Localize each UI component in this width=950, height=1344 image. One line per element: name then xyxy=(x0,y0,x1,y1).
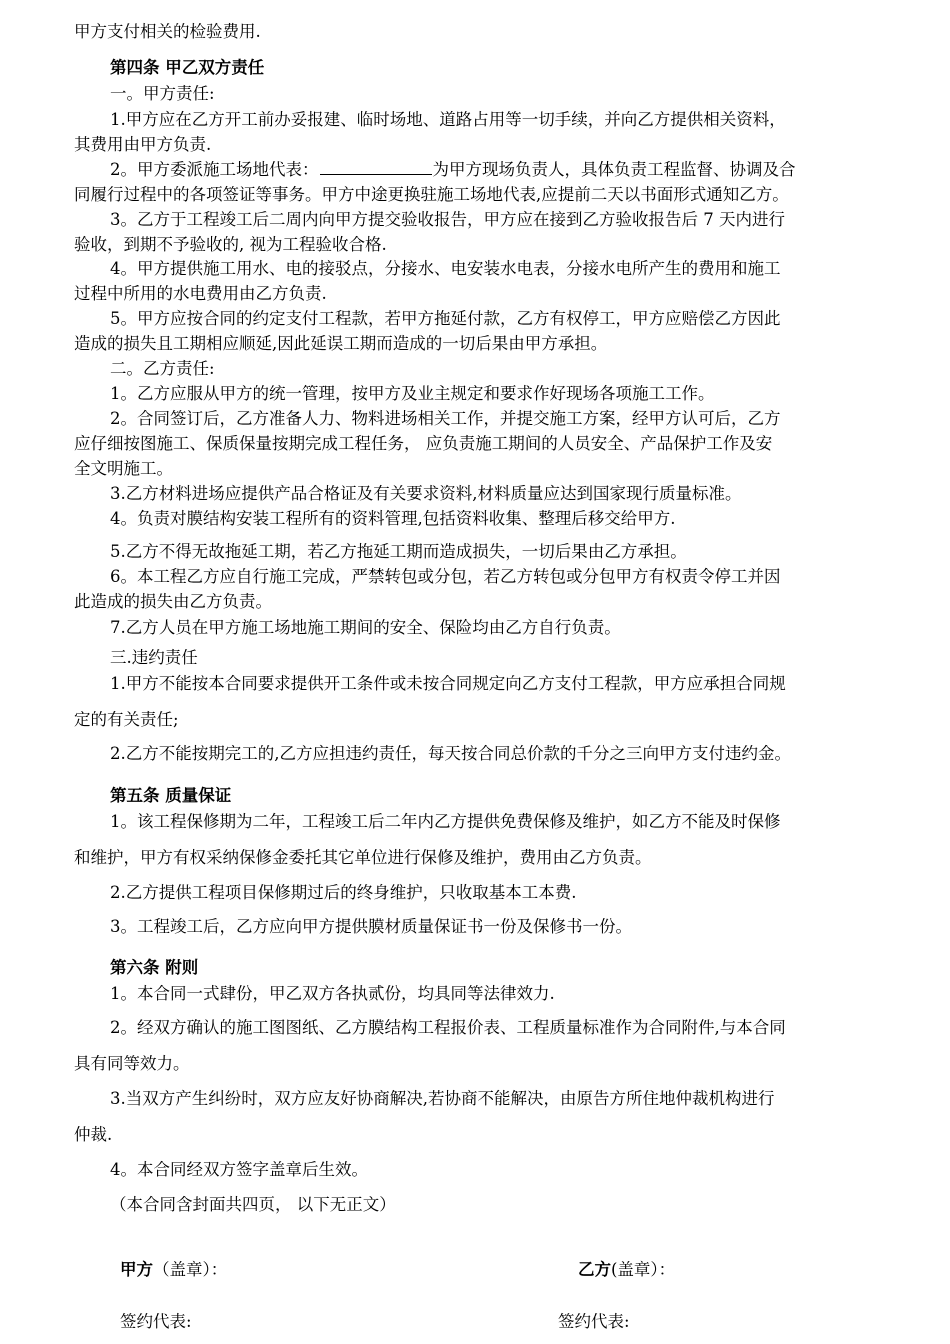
clause-s5-2: 2.乙方提供工程项目保修期过后的终身维护，只收取基本工本费. xyxy=(110,883,577,902)
clause-a3-line2: 验收，到期不予验收的, 视为工程验收合格. xyxy=(74,235,387,254)
clause-c1-line1: 1.甲方不能按本合同要求提供开工条件或未按合同规定向乙方支付工程款，甲方应承担合同规 xyxy=(110,674,786,693)
clause-s6-3-line1: 3.当双方产生纠纷时，双方应友好协商解决,若协商不能解决，由原告方所住地仲裁机构进行 xyxy=(110,1089,775,1108)
clause-a5-line1: 5。甲方应按合同的约定支付工程款，若甲方拖延付款，乙方有权停工，甲方应赔偿乙方因此 xyxy=(110,309,781,328)
clause-s6-4: 4。本合同经双方签字盖章后生效。 xyxy=(110,1160,368,1179)
clause-a2-line2: 同履行过程中的各项签证等事务。甲方中途更换驻施工场地代表,应提前二天以书面形式通知乙方。 xyxy=(74,185,789,204)
page-count-note: （本合同含封面共四页， 以下无正文） xyxy=(110,1195,396,1214)
clause-b2-line3: 全文明施工。 xyxy=(74,459,173,478)
party-b-label: 乙方 xyxy=(578,1260,611,1279)
clause-a2-suffix: 为甲方现场负责人，具体负责工程监督、协调及合 xyxy=(432,160,796,179)
clause-b5: 5.乙方不得无故拖延工期，若乙方拖延工期而造成损失，一切后果由乙方承担。 xyxy=(110,542,687,561)
clause-a4-line2: 过程中所用的水电费用由乙方负责. xyxy=(74,284,327,303)
clause-c2: 2.乙方不能按期完工的,乙方应担违约责任，每天按合同总价款的千分之三向甲方支付违约金。 xyxy=(110,744,791,763)
clause-s5-1-line1: 1。该工程保修期为二年，工程竣工后二年内乙方提供免费保修及维护，如乙方不能及时保修 xyxy=(110,812,781,831)
clause-s5-1-line2: 和维护，甲方有权采纳保修金委托其它单位进行保修及维护，费用由乙方负责。 xyxy=(74,848,652,867)
article-4-heading: 第四条 甲乙双方责任 xyxy=(110,58,265,77)
party-a-seal-label xyxy=(120,1260,227,1280)
clause-b1: 1。乙方应服从甲方的统一管理，按甲方及业主规定和要求作好现场各项施工工作。 xyxy=(110,384,715,403)
clause-s6-1: 1。本合同一式肆份，甲乙双方各执贰份，均具同等法律效力. xyxy=(110,984,555,1003)
clause-a2-line1 xyxy=(110,160,796,180)
party-a-seal-text: （盖章）： xyxy=(153,1260,228,1279)
continuation-line: 甲方支付相关的检验费用. xyxy=(74,22,261,41)
clause-b6-line2: 此造成的损失由乙方负责。 xyxy=(74,592,272,611)
clause-a3-line1: 3。乙方于工程竣工后二周内向甲方提交验收报告，甲方应在接到乙方验收报告后 7 天内进行 xyxy=(110,210,785,229)
clause-s6-3-line2: 仲裁. xyxy=(74,1125,113,1144)
party-a-duties-heading: 一。甲方责任: xyxy=(110,84,215,103)
party-a-representative-label: 签约代表: xyxy=(120,1312,192,1331)
party-b-seal-text: (盖章）： xyxy=(611,1260,676,1279)
clause-b3: 3.乙方材料进场应提供产品合格证及有关要求资料,材料质量应达到国家现行质量标准。 xyxy=(110,484,742,503)
clause-b7: 7.乙方人员在甲方施工场地施工期间的安全、保险均由乙方自行负责。 xyxy=(110,618,621,637)
clause-a1-line2: 其费用由甲方负责. xyxy=(74,135,212,154)
article-5-heading: 第五条 质量保证 xyxy=(110,786,232,805)
party-b-seal-label xyxy=(578,1260,675,1280)
party-b-duties-heading: 二。乙方责任: xyxy=(110,359,215,378)
clause-s5-3: 3。工程竣工后，乙方应向甲方提供膜材质量保证书一份及保修书一份。 xyxy=(110,917,632,936)
clause-a5-line2: 造成的损失且工期相应顺延,因此延误工期而造成的一切后果由甲方承担。 xyxy=(74,334,608,353)
clause-b2-line2: 应仔细按图施工、保质保量按期完成工程任务， 应负责施工期间的人员安全、产品保护工作及安 xyxy=(74,434,773,453)
clause-s6-2-line2: 具有同等效力。 xyxy=(74,1054,190,1073)
clause-b4: 4。负责对膜结构安装工程所有的资料管理,包括资料收集、整理后移交给甲方. xyxy=(110,509,676,528)
clause-b6-line1: 6。本工程乙方应自行施工完成，严禁转包或分包，若乙方转包或分包甲方有权责令停工并因 xyxy=(110,567,781,586)
clause-a1-line1: 1.甲方应在乙方开工前办妥报建、临时场地、道路占用等一切手续，并向乙方提供相关资料， xyxy=(110,110,786,129)
clause-b2-line1: 2。合同签订后，乙方准备人力、物料进场相关工作，并提交施工方案，经甲方认可后，乙方 xyxy=(110,409,781,428)
clause-a4-line1: 4。甲方提供施工用水、电的接驳点，分接水、电安装水电表，分接水电所产生的费用和施工 xyxy=(110,259,781,278)
party-a-label: 甲方 xyxy=(120,1260,153,1279)
clause-s6-2-line1: 2。经双方确认的施工图图纸、乙方膜结构工程报价表、工程质量标准作为合同附件,与本合同 xyxy=(110,1018,786,1037)
article-6-heading: 第六条 附则 xyxy=(110,958,199,977)
clause-c1-line2: 定的有关责任; xyxy=(74,710,179,729)
party-b-representative-label: 签约代表: xyxy=(558,1312,630,1331)
clause-a2-prefix: 2。甲方委派施工场地代表： xyxy=(110,160,319,179)
breach-heading: 三.违约责任 xyxy=(110,648,198,667)
site-rep-blank xyxy=(320,160,432,175)
